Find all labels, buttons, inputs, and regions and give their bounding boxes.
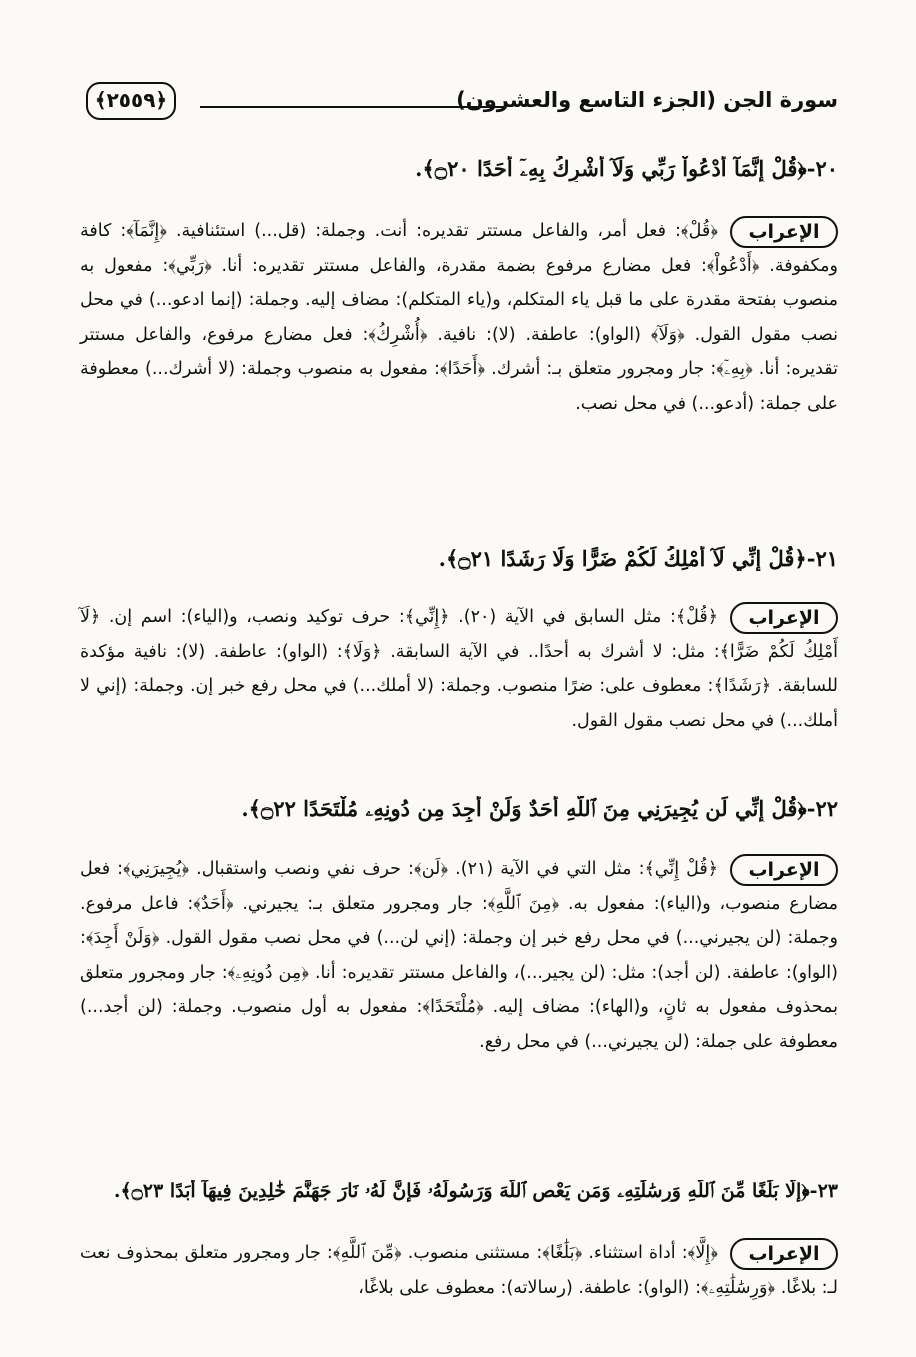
running-title: سورة الجن (الجزء التاسع والعشرون) <box>456 88 838 112</box>
irab-block-20 <box>80 214 838 421</box>
irab-label: الإعراب <box>730 854 838 886</box>
header-rule <box>200 106 506 108</box>
irab-text: ﴿قُلْ إِنِّي﴾: مثل التي في الآية (٢١). ﴿لَن﴾: حرف نفي ونصب واستقبال. ﴿يُجِيرَنِي﴾: فعل مضارع منصوب، و(الياء): مفعول به. ﴿مِنَ ٱللَّهِ﴾: جار ومجرور متعلق بـ: يجيرني. ﴿أَحَدٌ﴾: فاعل مرفوع. وجملة: (لن يجيرني...) في محل رفع خبر إن وجملة: (إني لن...) في محل نصب مقول القول. ﴿وَلَنْ أَجِدَ﴾: (الواو): عاطفة. (لن أجد): مثل: (لن يجير...)، والفاعل مستتر تقديره: أنا. ﴿مِن دُونِهِۦ﴾: جار ومجرور متعلق بمحذوف مفعول به ثانٍ، و(الهاء): مضاف إليه. ﴿مُلْتَحَدًا﴾: مفعول به أول منصوب. وجملة: (لن أجد...) معطوفة على جملة: (لن يجيرني...) في محل رفع. <box>80 859 838 1052</box>
page-header <box>80 82 838 122</box>
irab-block-22 <box>80 852 838 1059</box>
irab-block-21 <box>80 600 838 738</box>
verse-21: ٢١-﴿قُلْ إِنِّي لَآ أَمْلِكُ لَكُمْ ضَرًّا وَلَا رَشَدًا ۝٢١﴾. <box>438 546 838 571</box>
verse-22: ٢٢-﴿قُلْ إِنِّي لَن يُجِيرَنِي مِنَ ٱللَّهِ أَحَدٌ وَلَنْ أَجِدَ مِن دُونِهِۦ مُلْتَحَدًا ۝٢٢﴾. <box>241 796 838 821</box>
irab-text: ﴿إِلَّا﴾: أداة استثناء. ﴿بَلَٰغًا﴾: مستثنى منصوب. ﴿مِّنَ ٱللَّهِ﴾: جار ومجرور متعلق بمحذوف نعت لـ: بلاغًا. ﴿وَرِسَٰلَٰتِهِۦ﴾: (الواو): عاطفة. (رسالاته): معطوف على بلاغًا، <box>80 1243 838 1298</box>
verse-20: ٢٠-﴿قُلْ إِنَّمَآ أَدْعُواْ رَبِّي وَلَآ أُشْرِكُ بِهِۦٓ أَحَدًا ۝٢٠﴾. <box>415 156 838 181</box>
irab-label: الإعراب <box>730 602 838 634</box>
irab-text: ﴿قُلْ﴾: فعل أمر، والفاعل مستتر تقديره: أنت. وجملة: (قل...) استئنافية. ﴿إِنَّمَآ﴾: كافة ومكفوفة. ﴿أَدْعُواْ﴾: فعل مضارع مرفوع بضمة مقدرة، والفاعل مستتر تقديره: أنا. ﴿رَبِّي﴾: مفعول به منصوب بفتحة مقدرة على ما قبل ياء المتكلم، و(ياء المتكلم): مضاف إليه. وجملة: (إنما ادعو...) في محل نصب مقول القول. ﴿وَلَآ﴾ (الواو): عاطفة. (لا): نافية. ﴿أُشْرِكُ﴾: فعل مضارع مرفوع، والفاعل مستتر تقديره: أنا. ﴿بِهِۦٓ﴾: جار ومجرور متعلق بـ: أشرك. ﴿أَحَدًا﴾: مفعول به منصوب وجملة: (لا أشرك...) معطوفة على جملة: (أدعو...) في محل نصب. <box>80 221 838 414</box>
irab-label: الإعراب <box>730 216 838 248</box>
irab-label: الإعراب <box>730 1238 838 1270</box>
page-number: ﴿٢٥٥٩﴾ <box>86 82 176 120</box>
irab-text: ﴿قُلْ﴾: مثل السابق في الآية (٢٠). ﴿إِنِّي﴾: حرف توكيد ونصب، و(الياء): اسم إن. ﴿لَآ أَمْلِكُ لَكُمْ ضَرًّا﴾: مثل: لا أشرك به أحدًا.. في الآية السابقة. ﴿وَلَا﴾: (الواو): عاطفة. (لا): نافية مؤكدة للسابقة. ﴿رَشَدًا﴾: معطوف على: ضرًا منصوب. وجملة: (لا أملك...) في محل رفع خبر إن. وجملة: (إني لا أملك...) في محل نصب مقول القول. <box>80 607 838 731</box>
irab-block-23 <box>80 1236 838 1305</box>
verse-23: ٢٣-﴿إِلَّا بَلَٰغًا مِّنَ ٱللَّهِ وَرِسَٰلَٰتِهِۦ وَمَن يَعْصِ ٱللَّهَ وَرَسُولَهُۥ فَإِنَّ لَهُۥ نَارَ جَهَنَّمَ خَٰلِدِينَ فِيهَآ أَبَدًا ۝٢٣﴾. <box>113 1180 838 1202</box>
